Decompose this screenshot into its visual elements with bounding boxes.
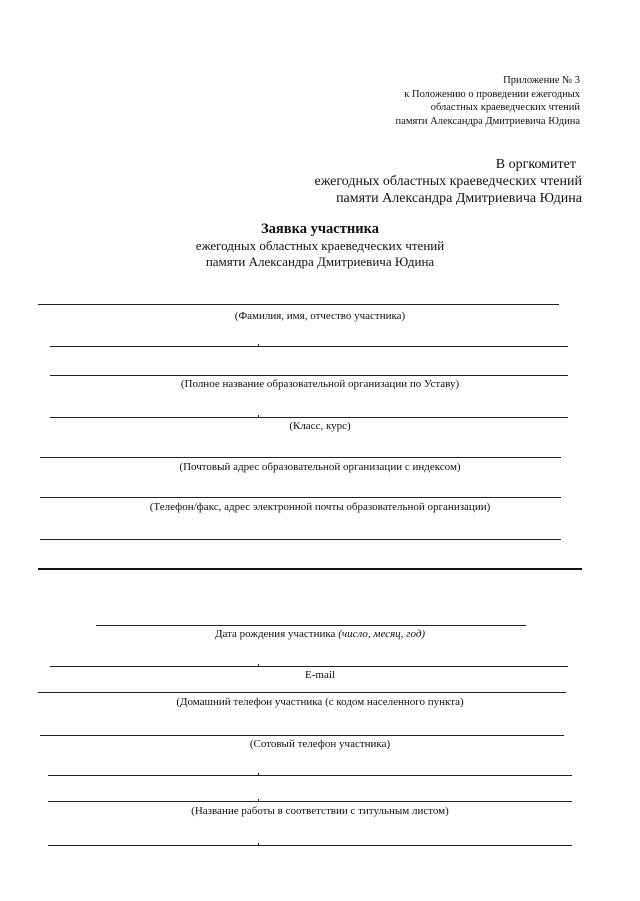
birth-date-field-line[interactable] <box>96 625 526 626</box>
full-name-field-line[interactable] <box>38 304 559 305</box>
full-name-caption: (Фамилия, имя, отчество участника) <box>234 310 406 322</box>
birth-date-caption <box>0 628 640 641</box>
line-tick <box>258 773 259 776</box>
blank-field-line[interactable] <box>40 539 561 540</box>
class-field-line[interactable] <box>50 417 568 418</box>
organization-caption: (Полное название образовательной организации по Уставу) <box>180 378 460 390</box>
work-title-field-line[interactable] <box>48 801 572 802</box>
birth-date-hint: (число, месяц, год) <box>338 628 426 640</box>
appendix-note <box>396 74 580 128</box>
addressee-line: ежегодных областных краеведческих чтений <box>314 174 582 189</box>
postal-address-field-line[interactable] <box>40 457 561 458</box>
contacts-field-line[interactable] <box>40 497 561 498</box>
line-tick <box>258 344 259 347</box>
postal-address-caption: (Почтовый адрес образовательной организации с индексом) <box>179 461 461 473</box>
appendix-line: памяти Александра Дмитриевича Юдина <box>395 115 580 127</box>
home-phone-field-line[interactable] <box>38 692 566 693</box>
contacts-caption: (Телефон/факс, адрес электронной почты образовательной организации) <box>149 501 491 513</box>
organization-field-line[interactable] <box>50 375 568 376</box>
addressee-line: памяти Александра Дмитриевича Юдина <box>336 191 582 206</box>
application-subtitle-line: памяти Александра Дмитриевича Юдина <box>205 254 435 269</box>
home-phone-caption: (Домашний телефон участника (с кодом населенного пункта) <box>176 696 464 708</box>
work-title-caption: (Название работы в соответствии с титульным листом) <box>191 805 449 817</box>
mobile-phone-field-line[interactable] <box>40 735 564 736</box>
addressee-line: В оргкомитет <box>495 157 576 172</box>
application-title: Заявка участника <box>261 221 379 237</box>
appendix-line: к Положению о проведении ежегодных <box>404 88 580 100</box>
appendix-line: Приложение № 3 <box>503 75 580 86</box>
application-subtitle-line: ежегодных областных краеведческих чтений <box>195 238 445 253</box>
addressee-block <box>314 156 582 207</box>
email-field-line[interactable] <box>50 666 568 667</box>
blank-field-line[interactable] <box>48 845 572 846</box>
line-tick <box>258 799 259 802</box>
application-header <box>0 221 640 270</box>
blank-field-line[interactable] <box>48 775 572 776</box>
mobile-phone-caption: (Сотовый телефон участника) <box>249 738 391 750</box>
section-divider <box>38 568 582 570</box>
email-caption: E-mail <box>305 669 335 681</box>
birth-date-label: Дата рождения участника <box>214 628 336 640</box>
line-tick <box>258 664 259 667</box>
appendix-line: областных краеведческих чтений <box>430 102 580 113</box>
blank-field-line[interactable] <box>50 346 568 347</box>
line-tick <box>258 415 259 418</box>
line-tick <box>258 843 259 846</box>
class-caption: (Класс, курс) <box>289 420 351 432</box>
